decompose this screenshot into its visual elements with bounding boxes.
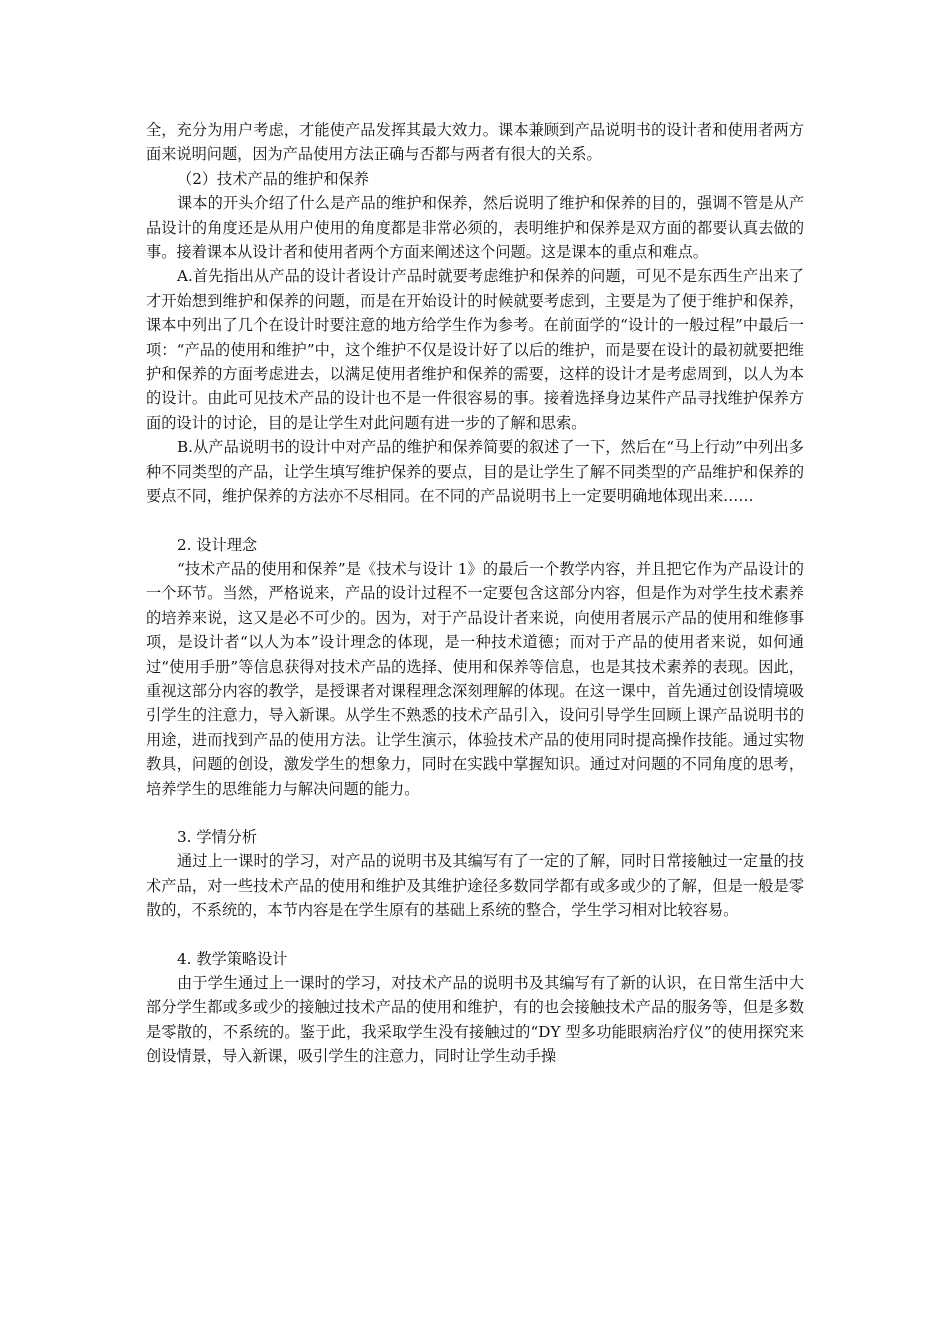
intro-paragraph: 全，充分为用户考虑，才能使产品发挥其最大效力。课本兼顾到产品说明书的设计者和使用者两方面来说明问题，因为产品使用方法正确与否都与两者有很大的关系。	[146, 121, 804, 164]
document-page	[146, 118, 804, 1069]
section-teaching-strategy-title: 4. 教学策略设计	[177, 949, 288, 968]
subsection-maintenance-paragraph: 课本的开头介绍了什么是产品的维护和保养，然后说明了维护和保养的目的，强调不管是从产品设计的角度还是从用户使用的角度都是非常必须的，表明维护和保养是双方面的都要认真去做的事。接着课本从设计者和使用者两个方面来阐述这个问题。这是课本的重点和难点。	[146, 194, 804, 262]
section-design-concept-paragraph: “技术产品的使用和保养”是《技术与设计 1》的最后一个教学内容，并且把它作为产品设计的一个环节。当然，严格说来，产品的设计过程不一定要包含这部分内容，但是作为对学生技术素养的培养来说，这又是必不可少的。因为，对于产品设计者来说，向使用者展示产品的使用和维修事项，是设计者“以人为本”设计理念的体现，是一种技术道德；而对于产品的使用者来说，如何通过“使用手册”等信息获得对技术产品的选择、使用和保养等信息，也是其技术素养的表现。因此，重视这部分内容的教学，是授课者对课程理念深刻理解的体现。在这一课中，首先通过创设情境吸引学生的注意力，导入新课。从学生不熟悉的技术产品引入，设问引导学生回顾上课产品说明书的用途，进而找到产品的使用方法。让学生演示，体验技术产品的使用同时提高操作技能。通过实物教具，问题的创设，激发学生的想象力，同时在实践中掌握知识。通过对问题的不同角度的思考，培养学生的思维能力与解决问题的能力。	[146, 559, 804, 798]
section-student-analysis-title: 3. 学情分析	[177, 827, 258, 846]
section-design-concept-title: 2. 设计理念	[177, 535, 258, 554]
section-student-analysis-paragraph: 通过上一课时的学习，对产品的说明书及其编写有了一定的了解，同时日常接触过一定量的技术产品，对一些技术产品的使用和维护及其维护途径多数同学都有或多或少的了解，但是一般是零散的，不系统的，本节内容是在学生原有的基础上系统的整合，学生学习相对比较容易。	[146, 852, 804, 920]
point-a-paragraph: A.首先指出从产品的设计者设计产品时就要考虑维护和保养的问题，可见不是东西生产出来了才开始想到维护和保养的问题，而是在开始设计的时候就要考虑到，主要是为了便于维护和保养，课本中列出了几个在设计时要注意的地方给学生作为参考。在前面学的“设计的一般过程”中最后一项：“产品的使用和维护”中，这个维护不仅是设计好了以后的维护，而是要在设计的最初就要把维护和保养的方面考虑进去，以满足使用者维护和保养的需要，这样的设计才是考虑周到，以人为本的设计。由此可见技术产品的设计也不是一件很容易的事。接着选择身边某件产品寻找维护保养方面的设计的讨论，目的是让学生对此问题有进一步的了解和思索。	[146, 267, 804, 432]
section-spacer	[146, 801, 804, 825]
point-b-paragraph: B.从产品说明书的设计中对产品的维护和保养简要的叙述了一下，然后在“马上行动”中列出多种不同类型的产品，让学生填写维护保养的要点，目的是让学生了解不同类型的产品维护和保养的要点不同，维护保养的方法亦不尽相同。在不同的产品说明书上一定要明确地体现出来……	[146, 438, 804, 506]
section-spacer	[146, 923, 804, 947]
section-spacer	[146, 509, 804, 533]
section-teaching-strategy-paragraph: 由于学生通过上一课时的学习，对技术产品的说明书及其编写有了新的认识，在日常生活中大部分学生都或多或少的接触过技术产品的使用和维护，有的也会接触技术产品的服务等，但是多数是零散的，不系统的。鉴于此，我采取学生没有接触过的“DY 型多功能眼病治疗仪”的使用探究来创设情景，导入新课，吸引学生的注意力，同时让学生动手操	[146, 974, 804, 1066]
subsection-maintenance-title: （2）技术产品的维护和保养	[177, 169, 369, 188]
